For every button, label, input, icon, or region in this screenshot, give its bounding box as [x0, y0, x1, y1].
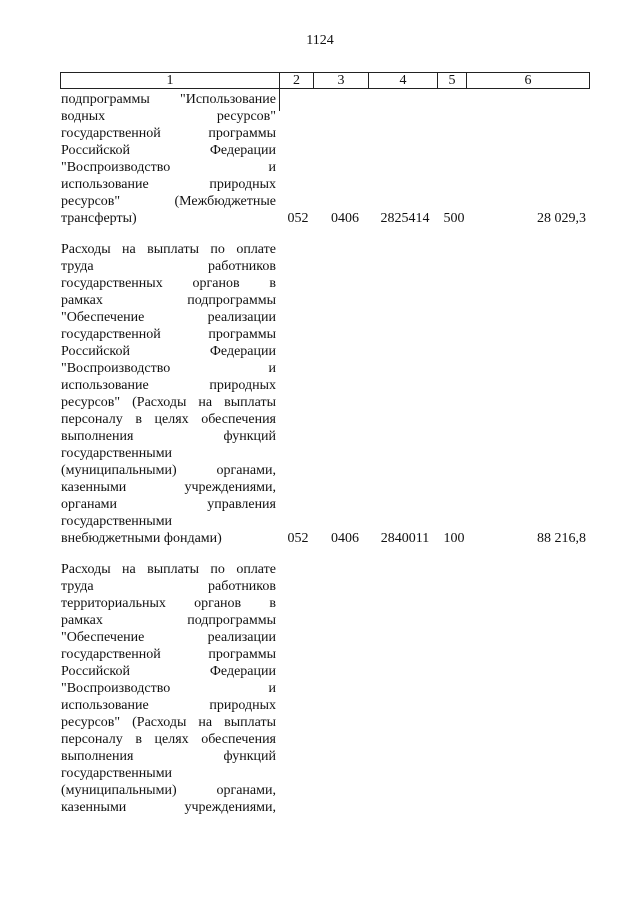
description-line: труда работников [61, 579, 276, 594]
description-line: "Воспроизводство и [61, 361, 276, 376]
description-line: рамках подпрограммы [61, 613, 276, 628]
header-col-1: 1 [61, 73, 280, 88]
cell-target-article: 2840011 [380, 531, 430, 546]
description-line: водных ресурсов" [61, 109, 276, 124]
cell-expense-type: 500 [443, 211, 465, 226]
cell-section: 0406 [331, 211, 359, 226]
description-line: "Обеспечение реализации [61, 630, 276, 645]
description-line: Расходы на выплаты по оплате [61, 562, 276, 577]
description-line: выполнения функций [61, 749, 276, 764]
cell-amount: 28 029,3 [537, 211, 586, 226]
cell-section: 0406 [331, 531, 359, 546]
header-col-4: 4 [369, 73, 438, 88]
description-line: государственных органов в [61, 276, 276, 291]
description-line: внебюджетными фондами) [61, 531, 222, 546]
description-line: (муниципальными) органами, [61, 463, 276, 478]
page-number: 1124 [306, 33, 334, 48]
header-col-2: 2 [280, 73, 314, 88]
header-col-5: 5 [438, 73, 467, 88]
description-line: трансферты) [61, 211, 137, 226]
description-line: рамках подпрограммы [61, 293, 276, 308]
description-line: "Обеспечение реализации [61, 310, 276, 325]
cell-target-article: 2825414 [380, 211, 430, 226]
description-line: использование природных [61, 378, 276, 393]
row-description [61, 561, 276, 816]
description-line: казенными учреждениями, [61, 480, 276, 495]
description-line: персоналу в целях обеспечения [61, 732, 276, 747]
header-col-6: 6 [524, 73, 532, 88]
description-line: персоналу в целях обеспечения [61, 412, 276, 427]
description-line: органами управления [61, 497, 276, 512]
table-header [60, 72, 590, 89]
description-line: "Воспроизводство и [61, 160, 276, 175]
description-line: выполнения функций [61, 429, 276, 444]
description-line: Российской Федерации [61, 143, 276, 158]
description-line: труда работников [61, 259, 276, 274]
description-line: Расходы на выплаты по оплате [61, 242, 276, 257]
description-line: государственными [61, 446, 173, 461]
description-line: Российской Федерации [61, 344, 276, 359]
description-line: государственными [61, 514, 173, 529]
row-description [61, 91, 276, 227]
description-line: государственной программы [61, 126, 276, 141]
description-line: ресурсов" (Расходы на выплаты [61, 395, 276, 410]
column-divider [279, 89, 280, 111]
row-description [61, 241, 276, 547]
description-line: ресурсов" (Межбюджетные [61, 194, 276, 209]
description-line: использование природных [61, 698, 276, 713]
cell-grbs: 052 [287, 211, 309, 226]
description-line: государственной программы [61, 327, 276, 342]
description-line: использование природных [61, 177, 276, 192]
description-line: Российской Федерации [61, 664, 276, 679]
description-line: "Воспроизводство и [61, 681, 276, 696]
description-line: (муниципальными) органами, [61, 783, 276, 798]
description-line: ресурсов" (Расходы на выплаты [61, 715, 276, 730]
header-col-3: 3 [314, 73, 369, 88]
cell-grbs: 052 [287, 531, 309, 546]
description-line: государственными [61, 766, 173, 781]
description-line: государственной программы [61, 647, 276, 662]
description-line: подпрограммы "Использование [61, 92, 276, 107]
cell-expense-type: 100 [443, 531, 465, 546]
description-line: казенными учреждениями, [61, 800, 276, 815]
cell-amount: 88 216,8 [537, 531, 586, 546]
description-line: территориальных органов в [61, 596, 276, 611]
